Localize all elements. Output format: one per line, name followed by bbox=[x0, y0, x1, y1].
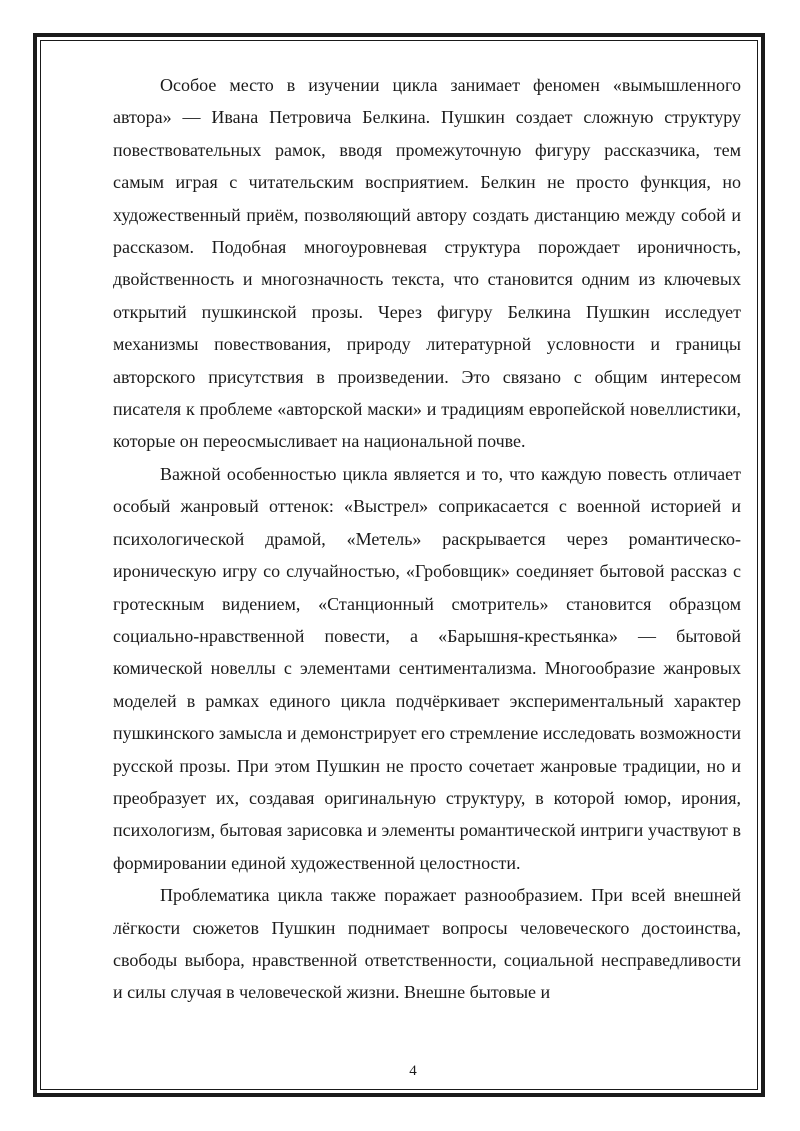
document-body bbox=[113, 69, 741, 1009]
paragraph-problematics: Проблематика цикла также поражает разнообразием. При всей внешней лёгкости сюжетов Пушкин поднимает вопросы человеческого достоинства, свободы выбора, нравственной ответственности, социальной несправедливости и силы случая в человеческой жизни. Внешне бытовые и bbox=[113, 885, 741, 1003]
paragraph-belkin-author: Особое место в изучении цикла занимает феномен «вымышленного автора» — Ивана Петровича Белкина. Пушкин создает сложную структуру повествовательных рамок, вводя промежуточную фигуру рассказчика, тем самым играя с читательским восприятием. Белкин не просто функция, но художественный приём, позволяющий автору создать дистанцию между собой и рассказом. Подобная многоуровневая структура порождает ироничность, двойственность и многозначность текста, что становится одним из ключевых открытий пушкинской прозы. Через фигуру Белкина Пушкин исследует механизмы повествования, природу литературной условности и границы авторского присутствия в произведении. Это связано с общим интересом писателя к проблеме «авторской маски» и традициям европейской новеллистики, которые он переосмысливает на национальной почве. bbox=[113, 75, 741, 452]
paragraph-genre-features: Важной особенностью цикла является и то, что каждую повесть отличает особый жанровый оттенок: «Выстрел» соприкасается с военной историей и психологической драмой, «Метель» раскрывается через романтическо-ироническую игру со случайностью, «Гробовщик» соединяет бытовой рассказ с гротескным видением, «Станционный смотритель» становится образцом социально-нравственной повести, а «Барышня-крестьянка» — бытовой комической новеллы с элементами сентиментализма. Многообразие жанровых моделей в рамках единого цикла подчёркивает экспериментальный характер пушкинского замысла и демонстрирует его стремление исследовать возможности русской прозы. При этом Пушкин не просто сочетает жанровые традиции, но и преобразует их, создавая оригинальную структуру, в которой юмор, ирония, психологизм, бытовая зарисовка и элементы романтической интриги участвуют в формировании единой художественной целостности. bbox=[113, 463, 741, 873]
page-number: 4 bbox=[409, 1063, 417, 1079]
